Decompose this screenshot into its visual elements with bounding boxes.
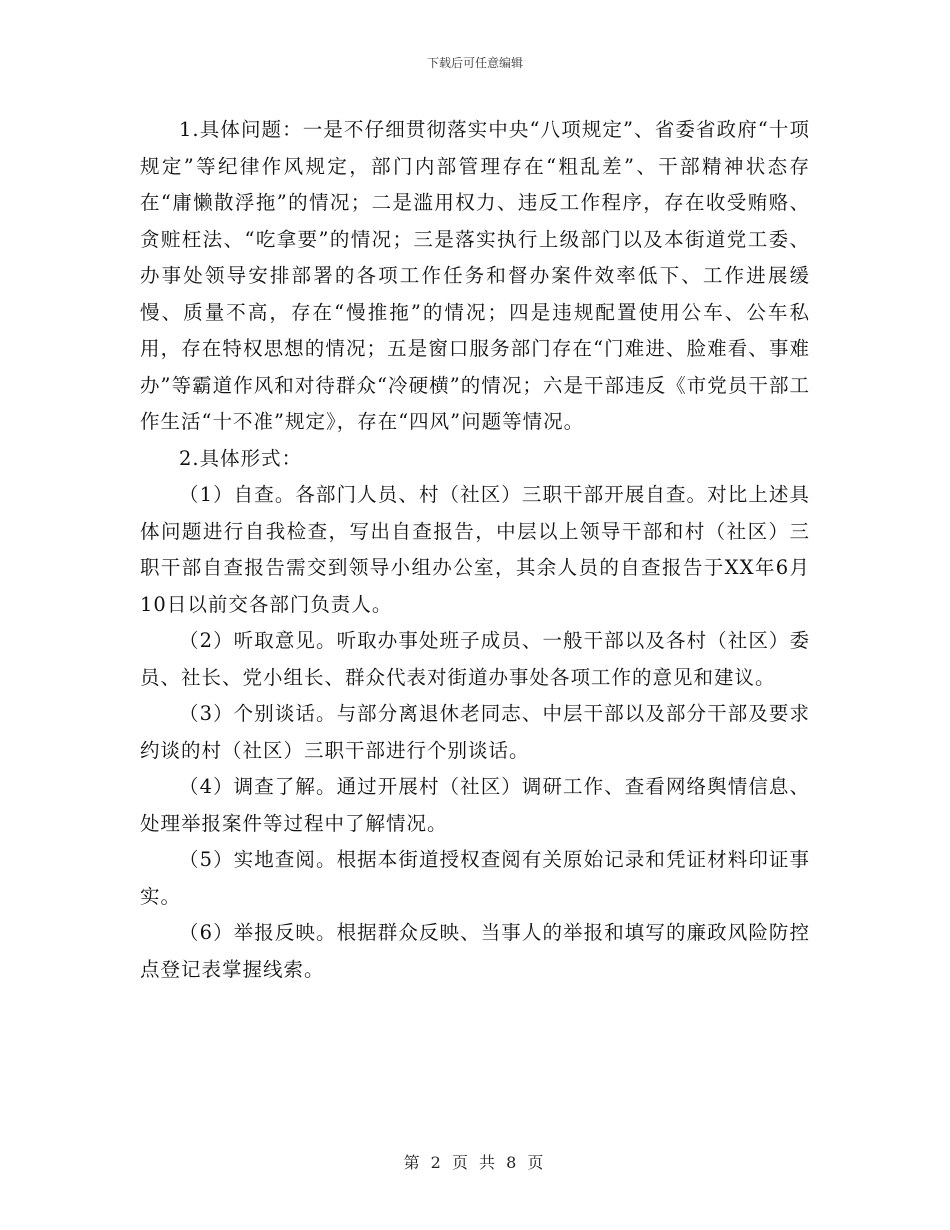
document-body [140,112,810,988]
paragraph-individual-talks: （3）个别谈话。与部分离退休老同志、中层干部以及部分干部及要求约谈的村（社区）三职干部进行个别谈话。 [140,702,810,762]
page-number-footer: 第 2 页 共 8 页 [403,1153,547,1172]
paragraph-self-inspection: （1）自查。各部门人员、村（社区）三职干部开展自查。对比上述具体问题进行自我检查，写出自查报告，中层以上领导干部和村（社区）三职干部自查报告需交到领导小组办公室，其余人员的自查报告于XX年6月10日以前交各部门负责人。 [140,483,810,616]
paragraph-investigation: （4）调查了解。通过开展村（社区）调研工作、查看网络舆情信息、处理举报案件等过程中了解情况。 [140,775,810,835]
page-header: 下载后可任意编辑 [426,56,523,70]
paragraph-specific-forms-heading: 2.具体形式： [179,446,303,470]
paragraph-specific-problems: 1.具体问题：一是不仔细贯彻落实中央“八项规定”、省委省政府“十项规定”等纪律作风规定，部门内部管理存在“粗乱差”、干部精神状态存在“庸懒散浮拖”的情况；二是滥用权力、违反工作程序，存在收受贿赂、贪赃枉法、“吃拿要”的情况；三是落实执行上级部门以及本街道党工委、办事处领导安排部署的各项工作任务和督办案件效率低下、工作进展缓慢、质量不高，存在“慢推拖”的情况；四是违规配置使用公车、公车私用，存在特权思想的情况；五是窗口服务部门存在“门难进、脸难看、事难办”等霸道作风和对待群众“冷硬横”的情况；六是干部违反《市党员干部工作生活“十不准”规定》，存在“四风”问题等情况。 [140,118,810,433]
paragraph-reporting: （6）举报反映。根据群众反映、当事人的举报和填写的廉政风险防控点登记表掌握线索。 [140,921,810,981]
paragraph-listen-opinions: （2）听取意见。听取办事处班子成员、一般干部以及各村（社区）委员、社长、党小组长、群众代表对街道办事处各项工作的意见和建议。 [140,629,810,689]
paragraph-onsite-review: （5）实地查阅。根据本街道授权查阅有关原始记录和凭证材料印证事实。 [140,848,810,908]
